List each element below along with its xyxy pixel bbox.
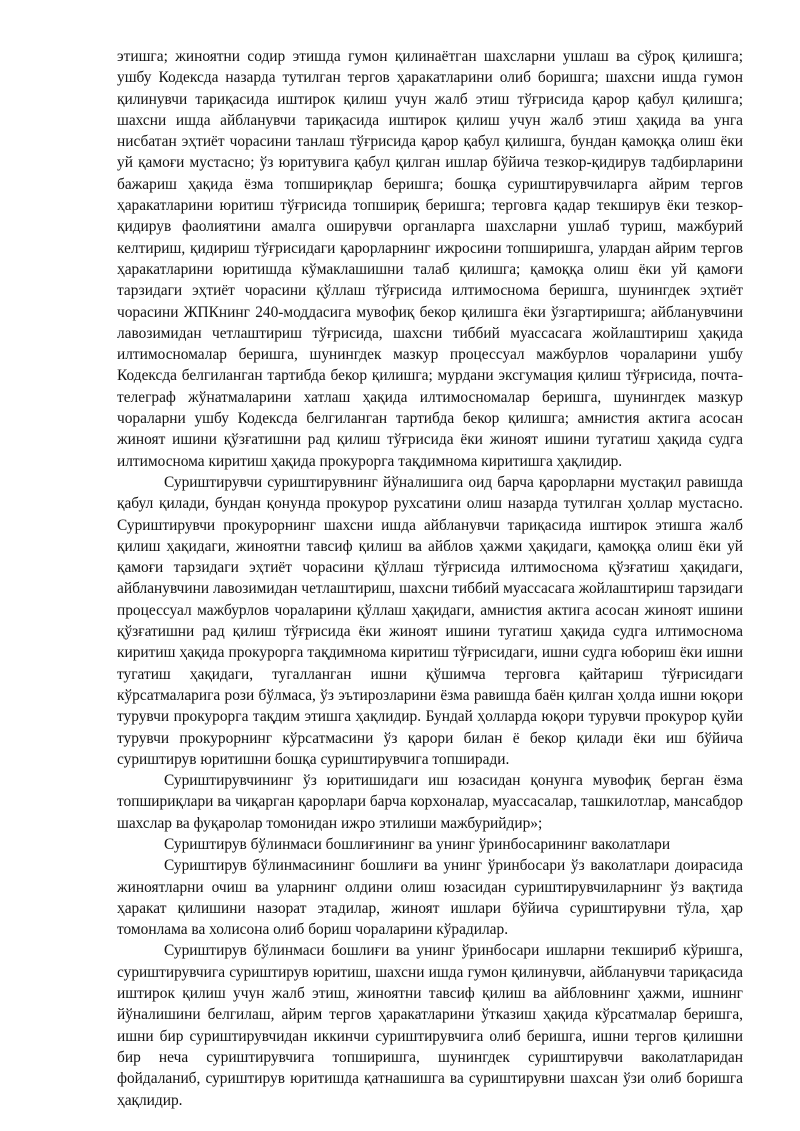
paragraph-unit-head-rights: Суриштирув бўлинмаси бошлиғи ва унинг ўринбосари ишларни текшириб кўришга, суриштирувчига суриштирув юритиш, шахсни ишда гумон қилинувчи, айбланувчи тариқасида иштирок қилиш учун жалб этиш, жиноятни тавсиф қилиш ва айбловнинг ҳажми, ишнинг йўналишини белгилаш, айрим тергов ҳаракатларини ўтказиш ҳақида кўрсатмалар беришга, ишни бир суриштирувчидан иккинчи суриштирувчига олиб беришга, ишни тергов қилишни бир неча суриштирувчига топширишга, шунингдек суриштирувчи ваколатларидан фойдаланиб, суриштирув юритишда қатнашишга ва суриштирувни шахсан ўзи олиб боришга ҳақлидир. <box>117 942 743 1109</box>
paragraph-investigator-independence: Суриштирувчи суриштирувнинг йўналишига оид барча қарорларни мустақил равишда қабул қилади, бундан қонунда прокурор рухсатини олиш назарда тутилган ҳоллар мустасно. Суриштирувчи прокурорнинг шахсни ишда айбланувчи тариқасида иштирок этишга жалб қилиш ҳақидаги, жиноятни тавсиф қилиш ва айблов ҳажми ҳақидаги, қамоққа олиш ёки уй қамоғи тарзидаги эҳтиёт чорасини қўллаш тўғрисида илтимоснома қўзғатиш ҳақидаги, айбланувчини лавозимидан четлаштириш, шахсни тиббий муассасага жойлаштириш тарзидаги процессуал мажбурлов чораларини қўллаш ҳақидаги, амнистия актига асосан жиноят ишини қўзғатишни рад қилиш тўғрисида ёки жиноят ишини тугатиш ҳақида судга илтимоснома киритиш ҳақида прокурорга тақдимнома киритиш тўғрисидаги, ишни судга юбориш ёки ишни тугатиш ҳақидаги, тугалланган ишни қўшимча терговга қайтариш тўғрисидаги кўрсатмаларига рози бўлмаса, ўз эътирозларини ёзма равишда баён қилган ҳолда ишни юқори турувчи прокурорга тақдим этишга ҳақлидир. Бундай ҳолларда юқори турувчи прокурор қуйи турувчи прокурорнинг кўрсатмасини ўз қарори билан ё бекор қилади ёки иш бўйича суриштирув юритишни бошқа суриштирувчига топширади. <box>117 473 743 768</box>
paragraph-written-instructions-mandatory: Суриштирувчининг ўз юритишидаги иш юзасидан қонунга мувофиқ берган ёзма топшириқлари ва чиқарган қарорлари барча корхоналар, муассасалар, ташкилотлар, мансабдор шахслар ва фуқаролар томонидан ижро этилиши мажбурийдир»; <box>117 772 743 832</box>
paragraph-unit-head-supervision: Суриштирув бўлинмасининг бошлиғи ва унинг ўринбосари ўз ваколатлари доирасида жиноятларни очиш ва уларнинг олдини олиш юзасидан суриштирувчиларнинг ўз вақтида ҳаракат қилишини назорат этадилар, жиноят ишлари бўйича суриштирувни тўла, ҳар томонлама ва холисона олиб бориш чораларини кўрадилар. <box>117 857 743 939</box>
section-heading-unit-head-powers: Суриштирув бўлинмаси бошлиғининг ва унинг ўринбосарининг ваколатлари <box>164 835 671 853</box>
paragraph-investigator-powers-continued: этишга; жиноятни содир этишда гумон қилинаётган шахсларни ушлаш ва сўроқ қилишга; ушбу Кодексда назарда тутилган тергов ҳаракатларини олиб боришга; шахсни ишда гумон қилинувчи тариқасида иштирок қилиш учун жалб этиш тўғрисида қарор қабул қилишга; шахсни ишда айбланувчи тариқасида иштирок қилиш учун жалб этиш ҳақида ва унга нисбатан эҳтиёт чорасини танлаш тўғрисида қарор қабул қилишга, бундан қамоққа олиш ёки уй қамоғи мустасно; ўз юритувига қабул қилган ишлар бўйича тезкор-қидирув тадбирларини бажариш ҳақида ёзма топшириқлар беришга; бошқа суриштирувчиларга айрим тергов ҳаракатларини юритиш тўғрисида топшириқ беришга; терговга қадар текширув ёки тезкор-қидирув фаолиятини амалга оширувчи органларга шахсларни ушлаб туриш, мажбурий келтириш, қидириш тўғрисидаги қарорларнинг ижросини топширишга, улардан айрим тергов ҳаракатларини юритишда кўмаклашишни талаб қилишга; қамоққа олиш ёки уй қамоғи тарзидаги эҳтиёт чорасини қўллаш тўғрисида илтимоснома беришга, шунингдек эҳтиёт чорасини ЖПКнинг 240-моддасига мувофиқ бекор қилишга ёки ўзгартиришга; айбланувчини лавозимидан четлаштириш тўғрисида, шахсни тиббий муассасага жойлаштириш ҳақида илтимосномалар беришга, шунингдек мазкур процессуал мажбурлов чораларини ушбу Кодексда белгиланган тартибда бекор қилишга; мурдани эксгумация қилиш тўғрисида, почта-телеграф жўнатмаларини хатлаш ҳақида илтимосномалар беришга, шунингдек мазкур чораларни ушбу Кодексда белгиланган тартибда бекор қилишга; амнистия актига асосан жиноят ишини қўзғатишни рад қилиш тўғрисида ёки жиноят ишини тугатиш ҳақида судга илтимоснома киритиш ҳақида прокурорга тақдимнома киритишга ҳақлидир. <box>117 48 743 470</box>
document-page <box>117 46 743 1111</box>
